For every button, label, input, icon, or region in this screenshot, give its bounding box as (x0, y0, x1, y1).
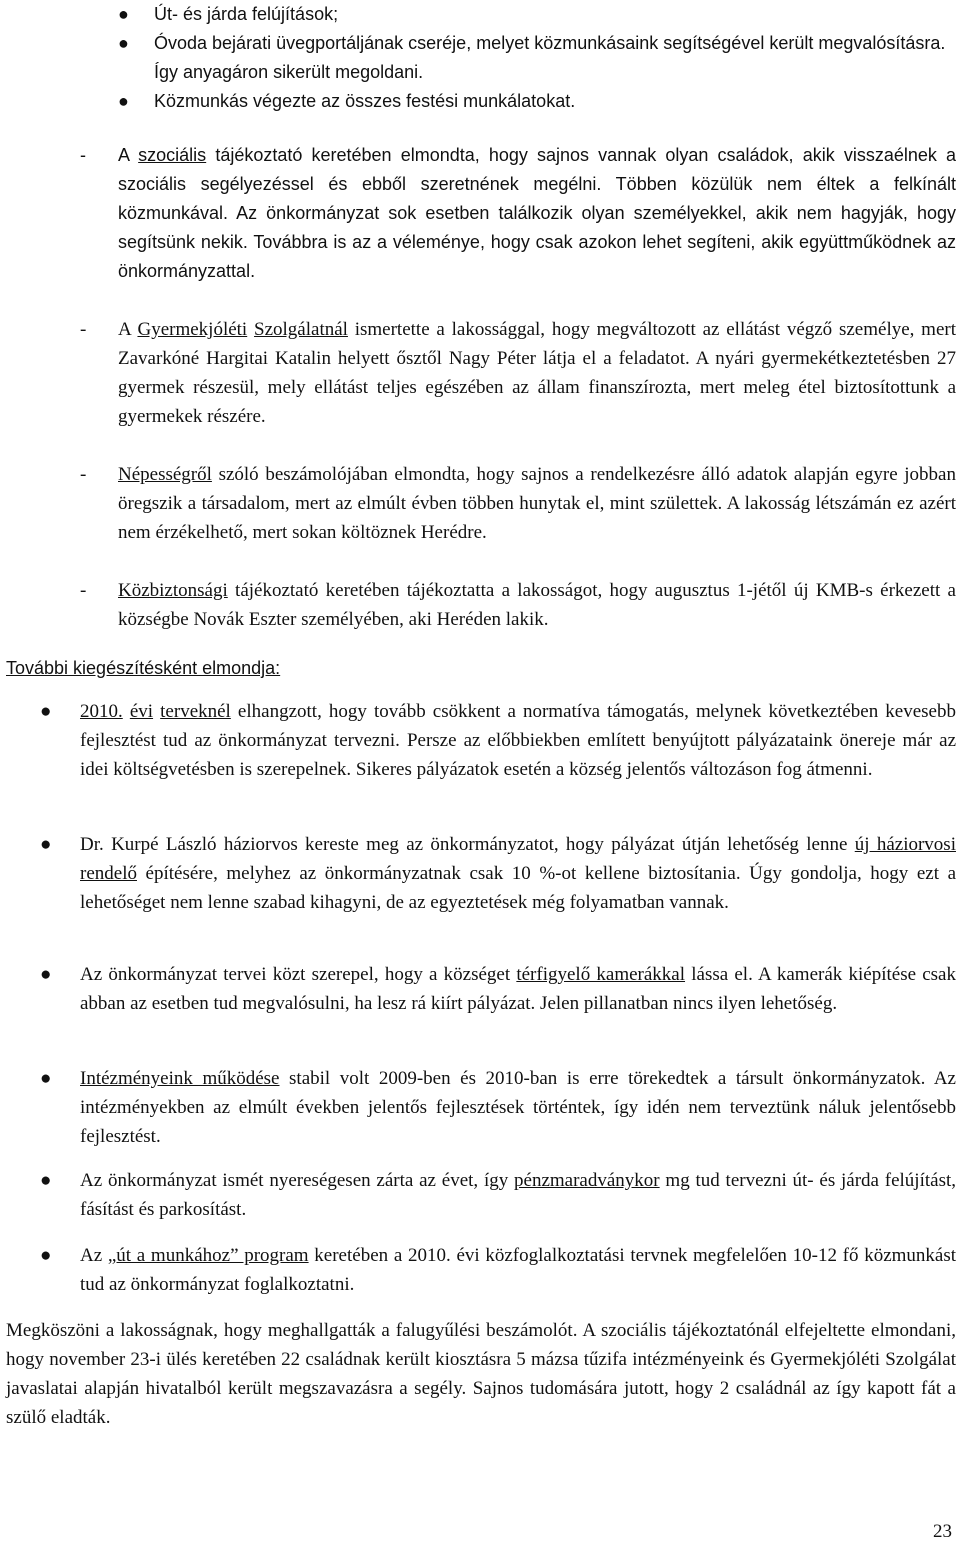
dash-marker: - (80, 464, 87, 485)
underlined-term: évi (129, 701, 154, 722)
text-run: tájékoztató keretében elmondta, hogy sajnos vannak olyan családok, akik visszaélnek a szociális segélyezéssel és ebből szeretnének megélni. Többen közülük nem éltek a felkínált közmunkával. Az önkormányzat sok esetben találkozik olyan személyekkel, akik nem hagyják, hogy segítsünk nekik. Továbbra is az a véleménye, hogy csak azokon lehet segíteni, akik együttműködnek az önkormányzattal. (118, 145, 957, 281)
text-run: A (118, 145, 139, 165)
dash-item-text (118, 576, 956, 634)
list-item-text: Út- és járda felújítások; (154, 4, 339, 24)
text-run (247, 319, 254, 340)
text-run: Az önkormányzat ismét nyereségesen zárta az évet, így (80, 1170, 515, 1191)
dash-item-text (118, 315, 956, 431)
text-run: Az önkormányzat tervei közt szerepel, hogy a községet (80, 964, 517, 985)
bullet-icon: ● (118, 91, 129, 111)
closing-paragraph: Megköszöni a lakosságnak, hogy meghallgatták a falugyűlési beszámolót. A szociális tájékoztatónál elfejeltette elmondani, hogy november 23-i ülés keretében 22 családnak került kiosztásra 5 mázsa tűzifa intézményeink és Gyermekjóléti Szolgálat javaslatai alapján hivatalból került megszavazásra a segély. Sajnos tudomására jutott, hogy 2 családnál az így kapott fát a szülő eladták. (6, 1320, 956, 1428)
bullet-item-text (80, 1166, 956, 1224)
text-run: tájékoztató keretében tájékoztatta a lakosságot, hogy augusztus 1-jétől új KMB-s érkezett a községbe Novák Eszter személyében, aki Heréden lakik. (118, 580, 956, 630)
dash-item-social (80, 141, 956, 316)
page-number: 23 (933, 1521, 952, 1542)
list-item (108, 29, 956, 87)
text-run: Dr. Kurpé László háziorvos kereste meg az önkormányzatot, hogy pályázat útján lehetőség lenne (80, 834, 855, 855)
top-bullet-list (108, 0, 956, 116)
dash-marker: - (80, 145, 86, 165)
underlined-term: Népességről (118, 464, 212, 485)
list-item-text: Közmunkás végezte az összes festési munkálatokat. (154, 91, 576, 111)
underlined-term: térfigyelő kamerákkal (516, 964, 686, 985)
underlined-term: új háziorvosi rendelő (80, 834, 956, 884)
bullet-icon: ● (40, 834, 52, 855)
text-run: Az (80, 1245, 108, 1266)
bullet-icon: ● (40, 1170, 52, 1191)
text-run: keretében a 2010. évi közfoglalkoztatási tervnek megfelelően 10-12 fő közmunkást tud az önkormányzat foglalkoztatni. (80, 1245, 957, 1295)
text-run: építésére, melyhez az önkormányzatnak csak 10 %-ot kellene biztosítania. Úgy gondolja, hogy ezt a lehetőséget nem lenne szabad kihagyni, de az egyeztetések még folyamatban vannak. (80, 863, 956, 913)
dash-item-text (118, 141, 956, 286)
bullet-icon: ● (118, 4, 129, 24)
underlined-term: szociális (138, 145, 207, 165)
text-run: A (118, 319, 138, 340)
underlined-term: „út a munkához” program (107, 1245, 309, 1266)
underlined-term: Szolgálatnál (254, 319, 348, 340)
text-run: stabil volt 2009-ben és 2010-ban is erre törekedtek a társult önkormányzatok. Az intézményekben az elmúlt években jelentős fejlesztések történtek, így idén nem terveztünk náluk jelentősebb fejlesztést. (80, 1068, 956, 1147)
underlined-term: Közbiztonsági (118, 580, 228, 601)
text-run: mg tud tervezni út- és járda felújítást, fásítást és parkosítást. (80, 1170, 956, 1220)
text-run: elhangzott, hogy tovább csökkent a normatíva támogatás, melynek következtében kevesebb fejlesztést tud az önkormányzat tervezni. Persze az előbbiekben említett benyújtott pályázataink önereje már az idei költségvetésben is szerepelnek. Sikeres pályázatok esetén a község jelentős változáson fog átmenni. (80, 701, 956, 780)
section-heading: További kiegészítésként elmondja: (6, 658, 281, 678)
text-run: szóló beszámolójában elmondta, hogy sajnos a rendelkezésre álló adatok alapján egyre jobban öregszik a társadalom, mert az elmúlt évben többen hunytak el, mint születtek. A lakosság létszámán ez azért nem érzékelhető, mert sokan költöznek Herédre. (118, 464, 956, 543)
bullet-item-text (80, 697, 956, 784)
dash-item-child-welfare (80, 315, 956, 445)
underlined-term: Intézményeink működése (80, 1068, 280, 1089)
list-item (108, 87, 956, 116)
dash-marker: - (80, 319, 87, 340)
text-run (123, 701, 130, 722)
bullet-item-text (80, 1241, 956, 1299)
underlined-term: pénzmaradványkor (514, 1170, 660, 1191)
underlined-term: terveknél (160, 701, 231, 722)
bullet-icon: ● (40, 1068, 52, 1089)
text-run: ismertette a lakossággal, hogy megváltozott az ellátást végző személye, mert Zavarkóné Hargitai Katalin helyett ősztől Nagy Péter látja el a feladatot. A nyári gyermekétkeztetésben 27 gyermek részesül, mely ellátást teljes egészében az állam finanszírozta, mert meleg étel biztosítottunk a gyermekek részére. (118, 319, 957, 427)
bullet-item-text (80, 1064, 956, 1151)
dash-item-public-safety (80, 576, 956, 636)
bullet-icon: ● (118, 33, 129, 53)
dash-item-population (80, 460, 956, 578)
bullet-item-text (80, 960, 956, 1018)
list-item-text: Óvoda bejárati üvegportáljának cseréje, melyet közmunkásaink segítségével került megvalósításra. Így anyagáron sikerült megoldani. (154, 33, 946, 82)
bullet-icon: ● (40, 701, 52, 722)
underlined-term: Gyermekjóléti (137, 319, 248, 340)
list-item (108, 0, 956, 29)
dash-item-text (118, 460, 956, 547)
bullet-icon: ● (40, 1245, 52, 1266)
underlined-term: 2010. (80, 701, 123, 722)
bullet-icon: ● (40, 964, 52, 985)
text-run: lássa el. A kamerák kiépítése csak abban az esetben tud megvalósulni, ha lesz rá kiírt pályázat. Jelen pillanatban nincs ilyen lehetőség. (80, 964, 956, 1014)
bullet-item-text (80, 830, 956, 917)
dash-marker: - (80, 580, 87, 601)
